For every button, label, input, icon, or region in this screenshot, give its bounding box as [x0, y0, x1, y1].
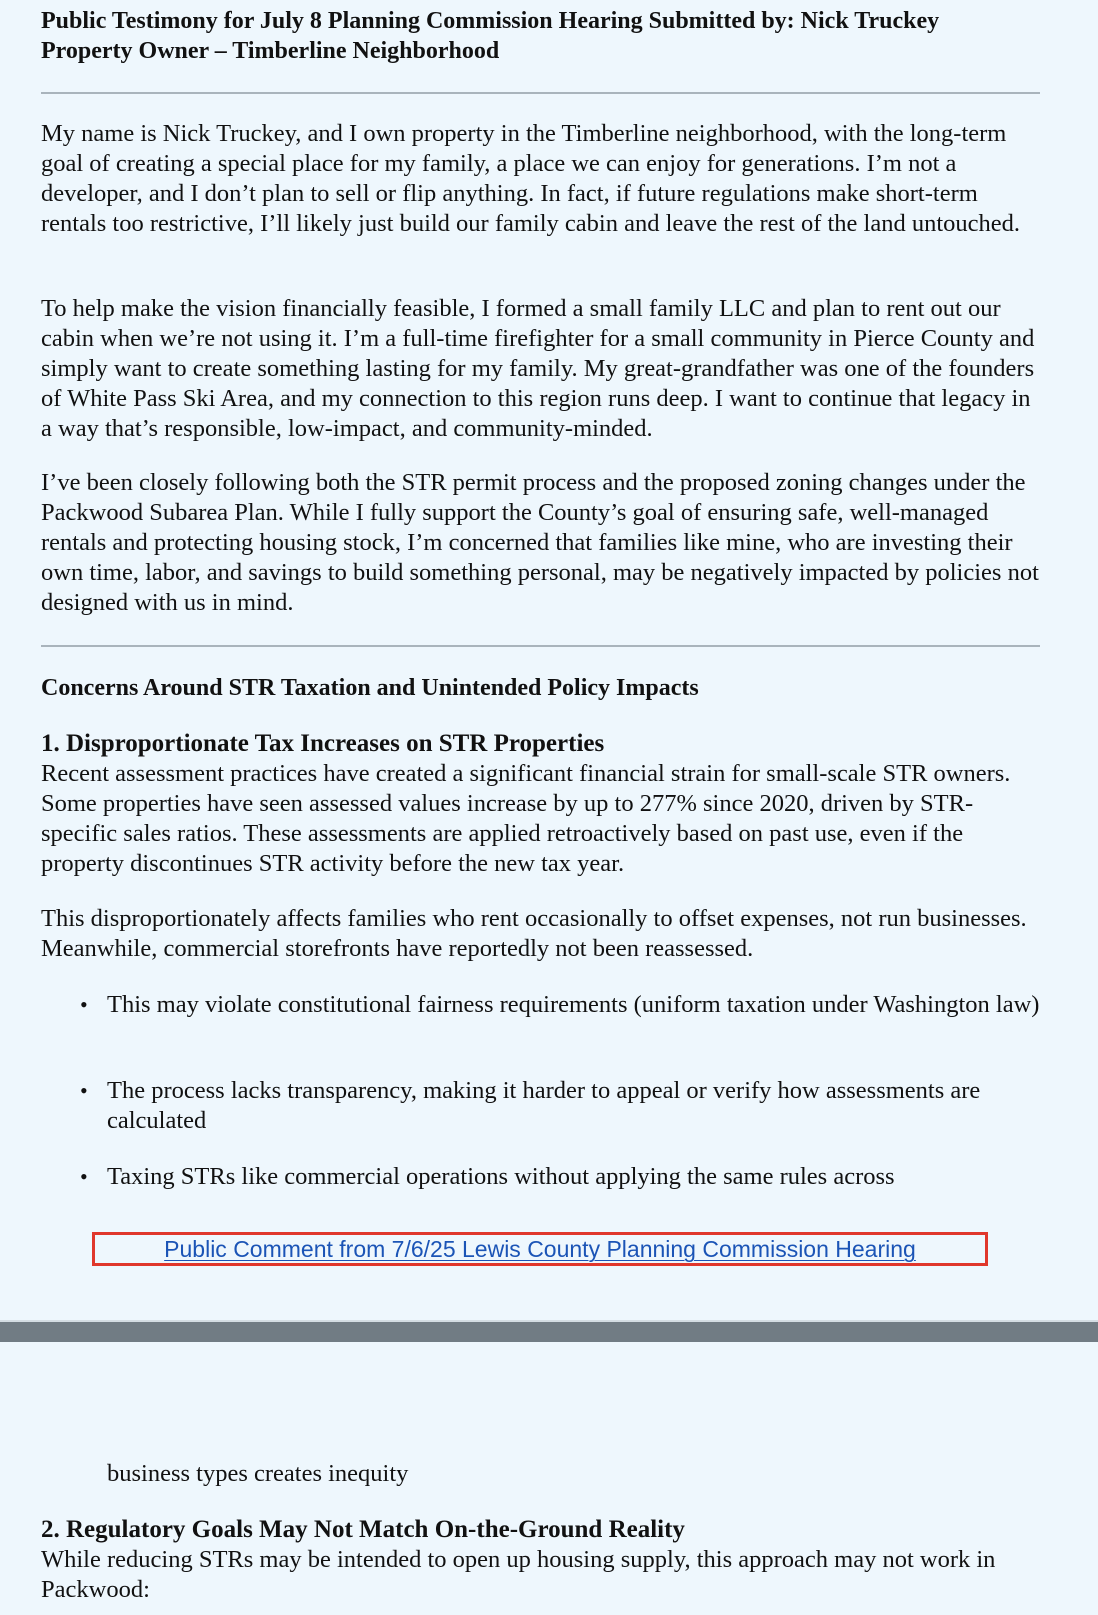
horizontal-rule — [41, 645, 1040, 647]
intro-paragraph-1: My name is Nick Truckey, and I own property in the Timberline neighborhood, with the long-term goal of creating a special place for my family, a place we can enjoy for generations. I’m not a developer, and I don’t plan to sell or flip anything. In fact, if future regulations make short-term rentals too restrictive, I’ll likely just build our family cabin and leave the rest of the land untouched. — [41, 120, 1021, 237]
tax-concerns-list — [41, 1076, 1041, 1136]
section-1-paragraph-2-block — [41, 904, 1041, 964]
document-page-bottom — [0, 1342, 1098, 1615]
source-link[interactable]: Public Comment from 7/6/25 Lewis County Planning Commission Hearing — [164, 1236, 916, 1262]
section-2 — [41, 1515, 1041, 1605]
document-title-line-1: Public Testimony for July 8 Planning Commission Hearing Submitted by: Nick Truckey — [41, 8, 940, 34]
source-link-box[interactable] — [92, 1232, 988, 1266]
list-item — [41, 990, 1041, 1020]
section-1-title: 1. Disproportionate Tax Increases on STR Properties — [41, 730, 605, 757]
bullet-icon: • — [80, 1164, 88, 1189]
concerns-heading-block — [41, 673, 1041, 703]
intro-paragraph-1-block — [41, 119, 1041, 239]
tax-concerns-list — [41, 990, 1041, 1020]
intro-paragraph-3-block — [41, 468, 1041, 618]
concerns-heading: Concerns Around STR Taxation and Unintended Policy Impacts — [41, 675, 699, 701]
horizontal-rule — [41, 92, 1040, 94]
bullet-continuation-text: business types creates inequity — [107, 1460, 409, 1487]
list-item-text: The process lacks transparency, making it harder to appeal or verify how assessments are calculated — [107, 1077, 981, 1134]
section-1-paragraph-2: This disproportionately affects families who rent occasionally to offset expenses, not run businesses. Meanwhile, commercial storefronts have reportedly not been reassessed. — [41, 905, 1027, 962]
intro-paragraph-2: To help make the vision financially feasible, I formed a small family LLC and plan to rent out our cabin when we’re not using it. I’m a full-time firefighter for a small community in Pierce County and simply want to create something lasting for my family. My great-grandfather was one of the founders of White Pass Ski Area, and my connection to this region runs deep. I want to continue that legacy in a way that’s responsible, low-impact, and community-minded. — [41, 295, 1035, 442]
bullet-continuation-block — [41, 1459, 1041, 1489]
section-2-paragraph-1: While reducing STRs may be intended to open up housing supply, this approach may not work in Packwood: — [41, 1546, 996, 1603]
section-1 — [41, 729, 1041, 879]
bullet-icon: • — [80, 992, 88, 1017]
section-2-title: 2. Regulatory Goals May Not Match On-the-Ground Reality — [41, 1516, 685, 1543]
page-divider — [0, 1322, 1098, 1342]
intro-paragraph-3: I’ve been closely following both the STR permit process and the proposed zoning changes under the Packwood Subarea Plan. While I fully support the County’s goal of ensuring safe, well-managed rentals and protecting housing stock, I’m concerned that families like mine, who are investing their own time, labor, and savings to build something personal, may be negatively impacted by policies not designed with us in mind. — [41, 469, 1039, 616]
list-item-text: Taxing STRs like commercial operations without applying the same rules across — [107, 1163, 895, 1190]
document-title-line-2: Property Owner – Timberline Neighborhood — [41, 38, 500, 64]
intro-paragraph-2-block — [41, 294, 1041, 444]
list-item — [41, 1076, 1041, 1136]
section-1-paragraph-1: Recent assessment practices have created a significant financial strain for small-scale STR owners. Some properties have seen assessed values increase by up to 277% since 2020, driven by STR-specific sales ratios. These assessments are applied retroactively based on past use, even if the property discontinues STR activity before the new tax year. — [41, 760, 1011, 877]
tax-concerns-list — [41, 1162, 1041, 1192]
document-header — [41, 6, 1041, 66]
bullet-icon: • — [80, 1078, 88, 1103]
list-item-text: This may violate constitutional fairness requirements (uniform taxation under Washington law) — [107, 991, 1040, 1018]
list-item — [41, 1162, 1041, 1192]
